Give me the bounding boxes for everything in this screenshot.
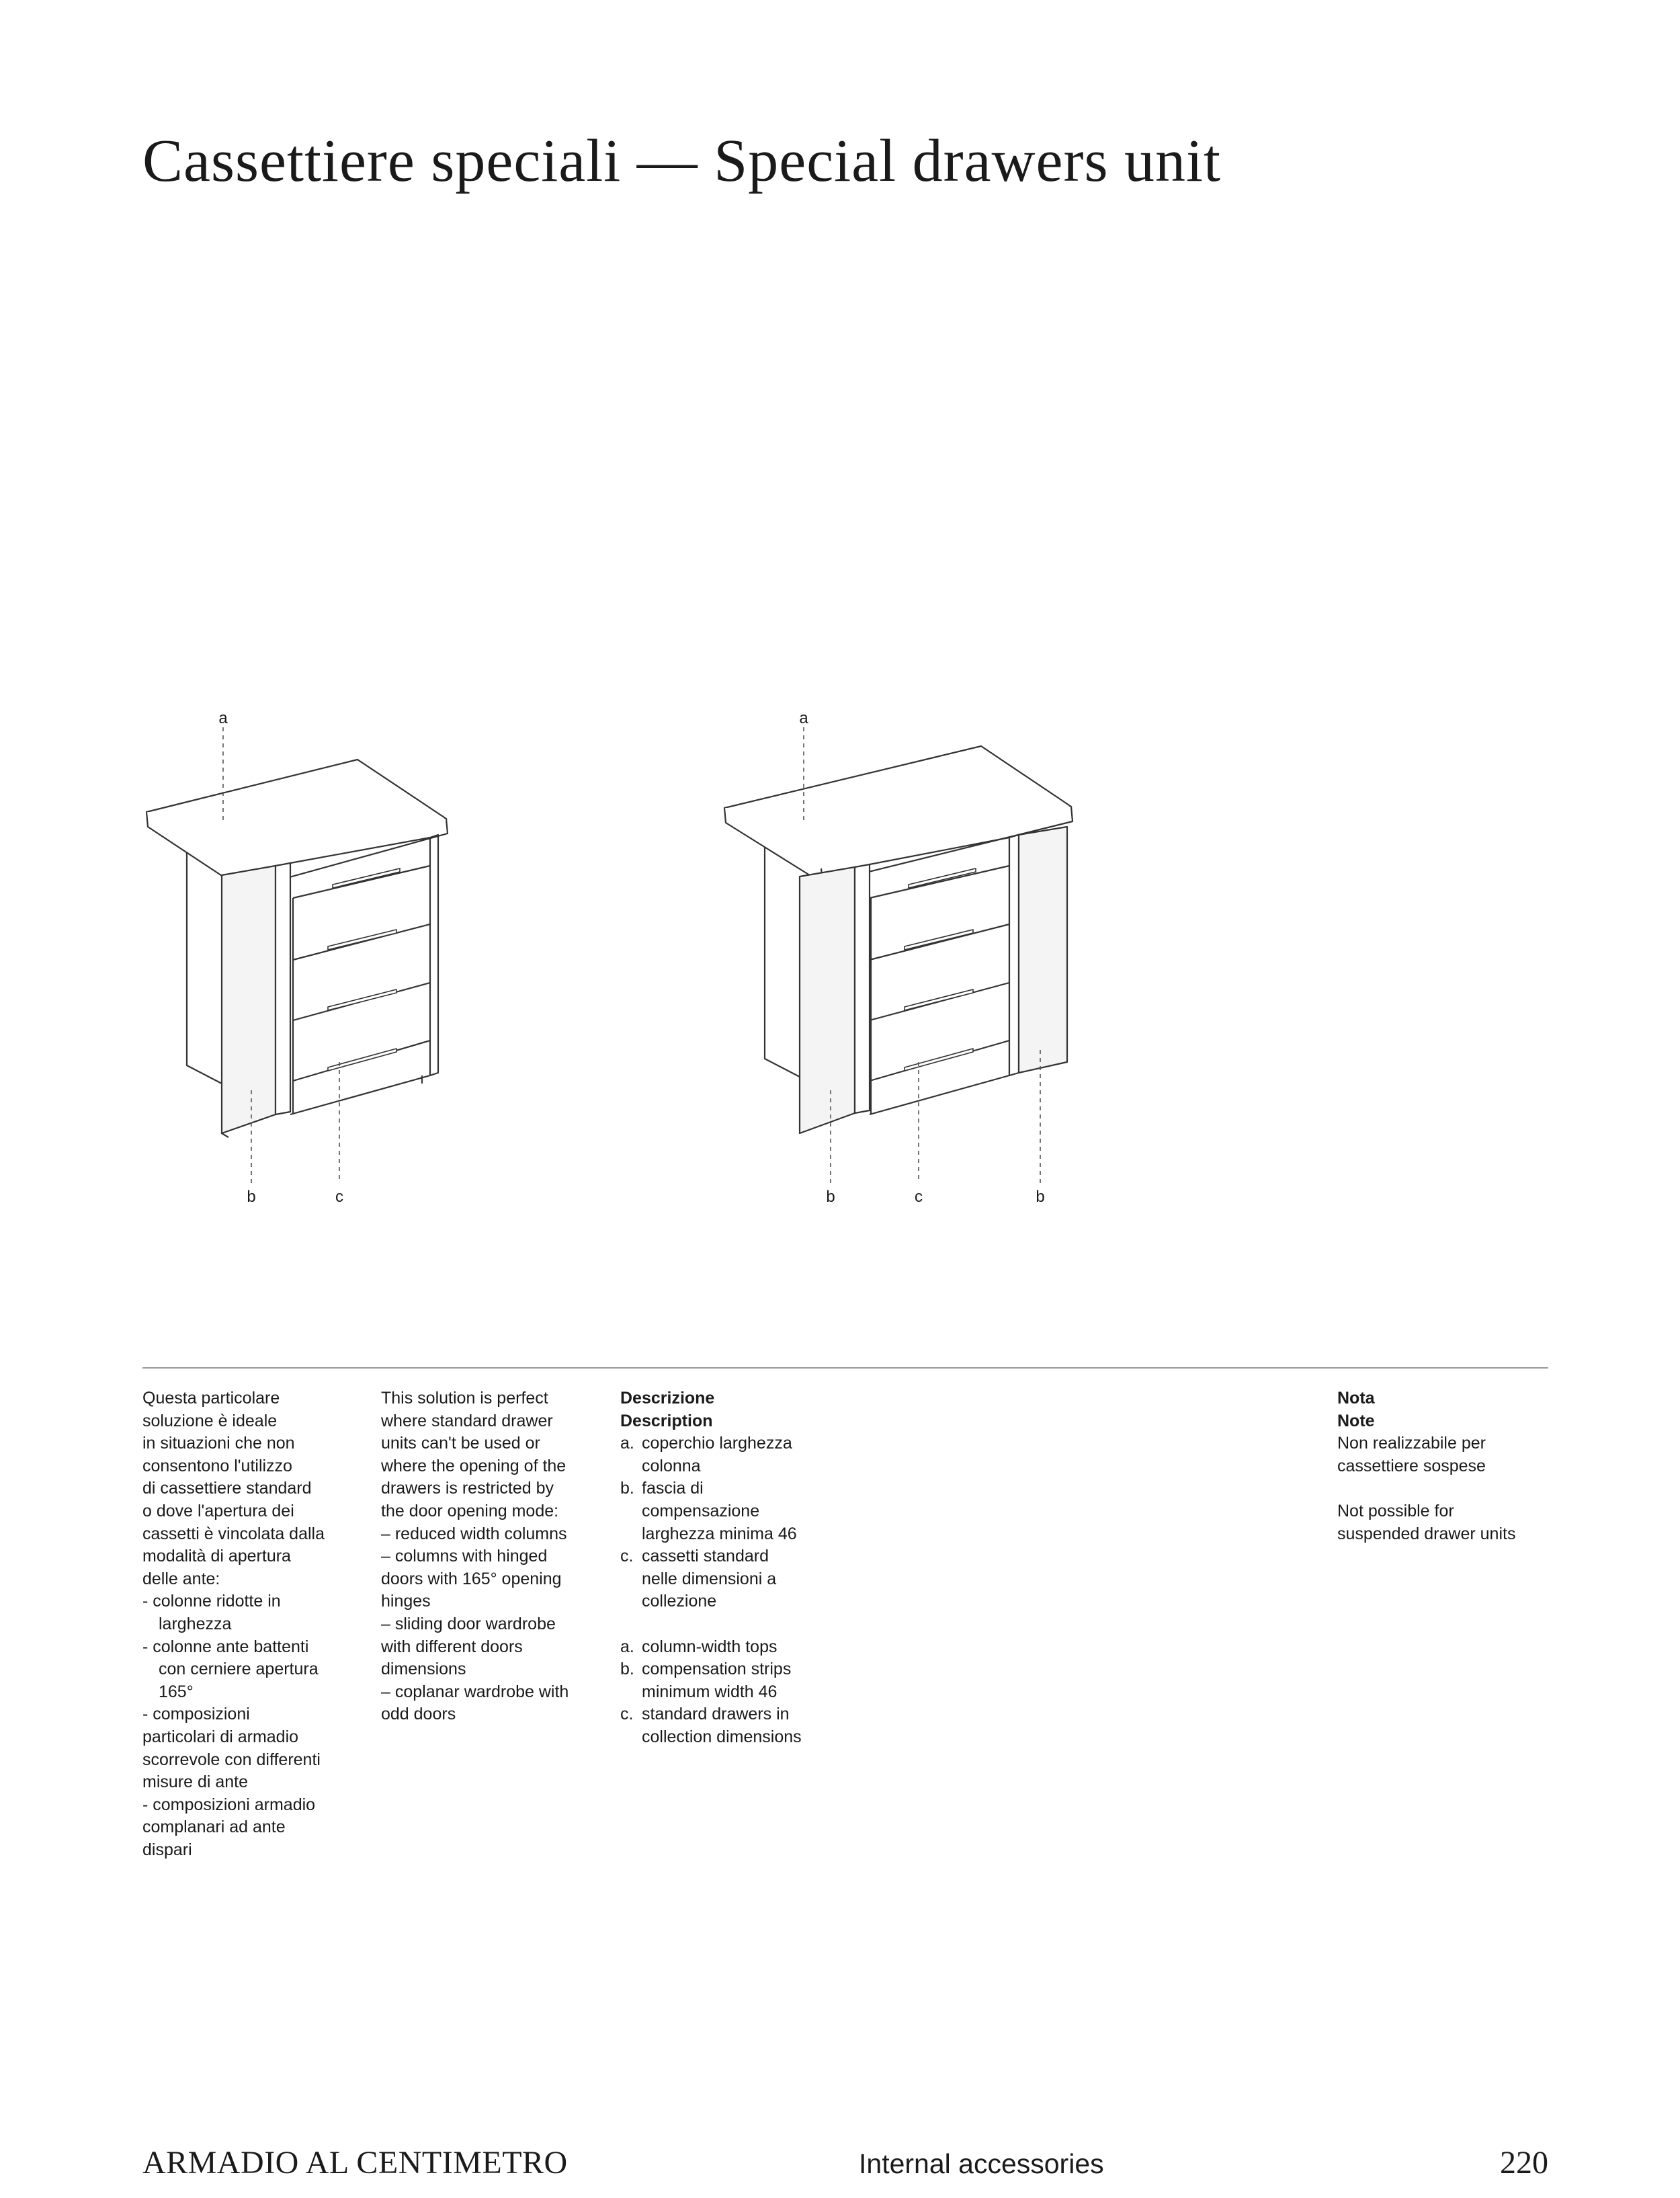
- footer-page-number: 220: [1500, 2145, 1548, 2181]
- description-list-it: [620, 1432, 849, 1613]
- note-heading-en: Note: [1337, 1411, 1375, 1430]
- note-text-it: Non realizzabile per cassettiere sospese: [1337, 1434, 1486, 1475]
- description-item-it-a: a. coperchio larghezza colonna: [620, 1434, 792, 1475]
- italian-item-4-cont: complanari ad ante dispari: [142, 1818, 286, 1859]
- italian-text-column: [142, 1387, 351, 1861]
- drawer-unit-right: [724, 746, 1073, 1133]
- english-item-2: – columns with hinged doors with 165° opening hinges: [381, 1547, 562, 1611]
- description-item-it-c: c. cassetti standard nelle dimensioni a collezione: [620, 1547, 777, 1611]
- english-item-1: – reduced width columns: [381, 1524, 567, 1543]
- label-a-left: a: [218, 709, 228, 727]
- italian-item-2: - colonne ante battenti: [142, 1637, 309, 1656]
- label-b-left: b: [247, 1188, 256, 1206]
- english-text-column: [381, 1387, 603, 1726]
- description-item-it-b: b. fascia di compensazione larghezza minima 46: [620, 1479, 797, 1543]
- drawer-unit-left: [146, 760, 448, 1137]
- description-list-en: [620, 1636, 849, 1749]
- english-intro: This solution is perfect where standard drawer units can't be used or where the opening of the drawers is restricted by the door opening mode:: [381, 1389, 566, 1520]
- italian-item-1: - colonne ridotte in: [142, 1592, 281, 1611]
- note-column: [1337, 1387, 1546, 1545]
- italian-item-3: - composizioni: [142, 1705, 250, 1724]
- note-text-en: Not possible for suspended drawer units: [1337, 1501, 1516, 1543]
- label-b-right-2: b: [1036, 1188, 1045, 1206]
- description-item-en-c: c. standard drawers in collection dimensions: [620, 1705, 802, 1746]
- label-a-right: a: [799, 709, 808, 727]
- technical-drawings: [0, 699, 1680, 1210]
- footer-collection-name: ARMADIO AL CENTIMETRO: [142, 2145, 568, 2181]
- italian-item-1-cont: larghezza: [159, 1614, 232, 1633]
- label-b-right-1: b: [826, 1188, 835, 1206]
- italian-item-3-cont: particolari di armadio scorrevole con differenti misure di ante: [142, 1727, 321, 1792]
- italian-item-2-cont: con cerniere apertura 165°: [159, 1660, 319, 1701]
- page-title: Cassettiere speciali — Special drawers unit: [142, 128, 1221, 194]
- footer-section-name: Internal accessories: [859, 2148, 1104, 2179]
- english-item-4: – coplanar wardrobe with odd doors: [381, 1682, 569, 1724]
- section-divider: [142, 1367, 1548, 1369]
- italian-item-4: - composizioni armadio: [142, 1795, 316, 1814]
- description-column: [620, 1387, 849, 1749]
- description-heading-en: Description: [620, 1411, 713, 1430]
- description-heading-it: Descrizione: [620, 1389, 715, 1408]
- english-item-3: – sliding door wardrobe with different doors dimensions: [381, 1614, 556, 1679]
- description-item-en-a: a. column-width tops: [620, 1637, 778, 1656]
- note-heading-it: Nota: [1337, 1389, 1375, 1408]
- label-c-left: c: [335, 1188, 343, 1206]
- label-c-right: c: [915, 1188, 923, 1206]
- description-item-en-b: b. compensation strips minimum width 46: [620, 1660, 792, 1701]
- italian-intro: Questa particolare soluzione è ideale in situazioni che non consentono l'utilizzo di cassettiere standard o dove l'apertura dei cassetti è vincolata dalla modalità di apertura delle ante:: [142, 1389, 325, 1588]
